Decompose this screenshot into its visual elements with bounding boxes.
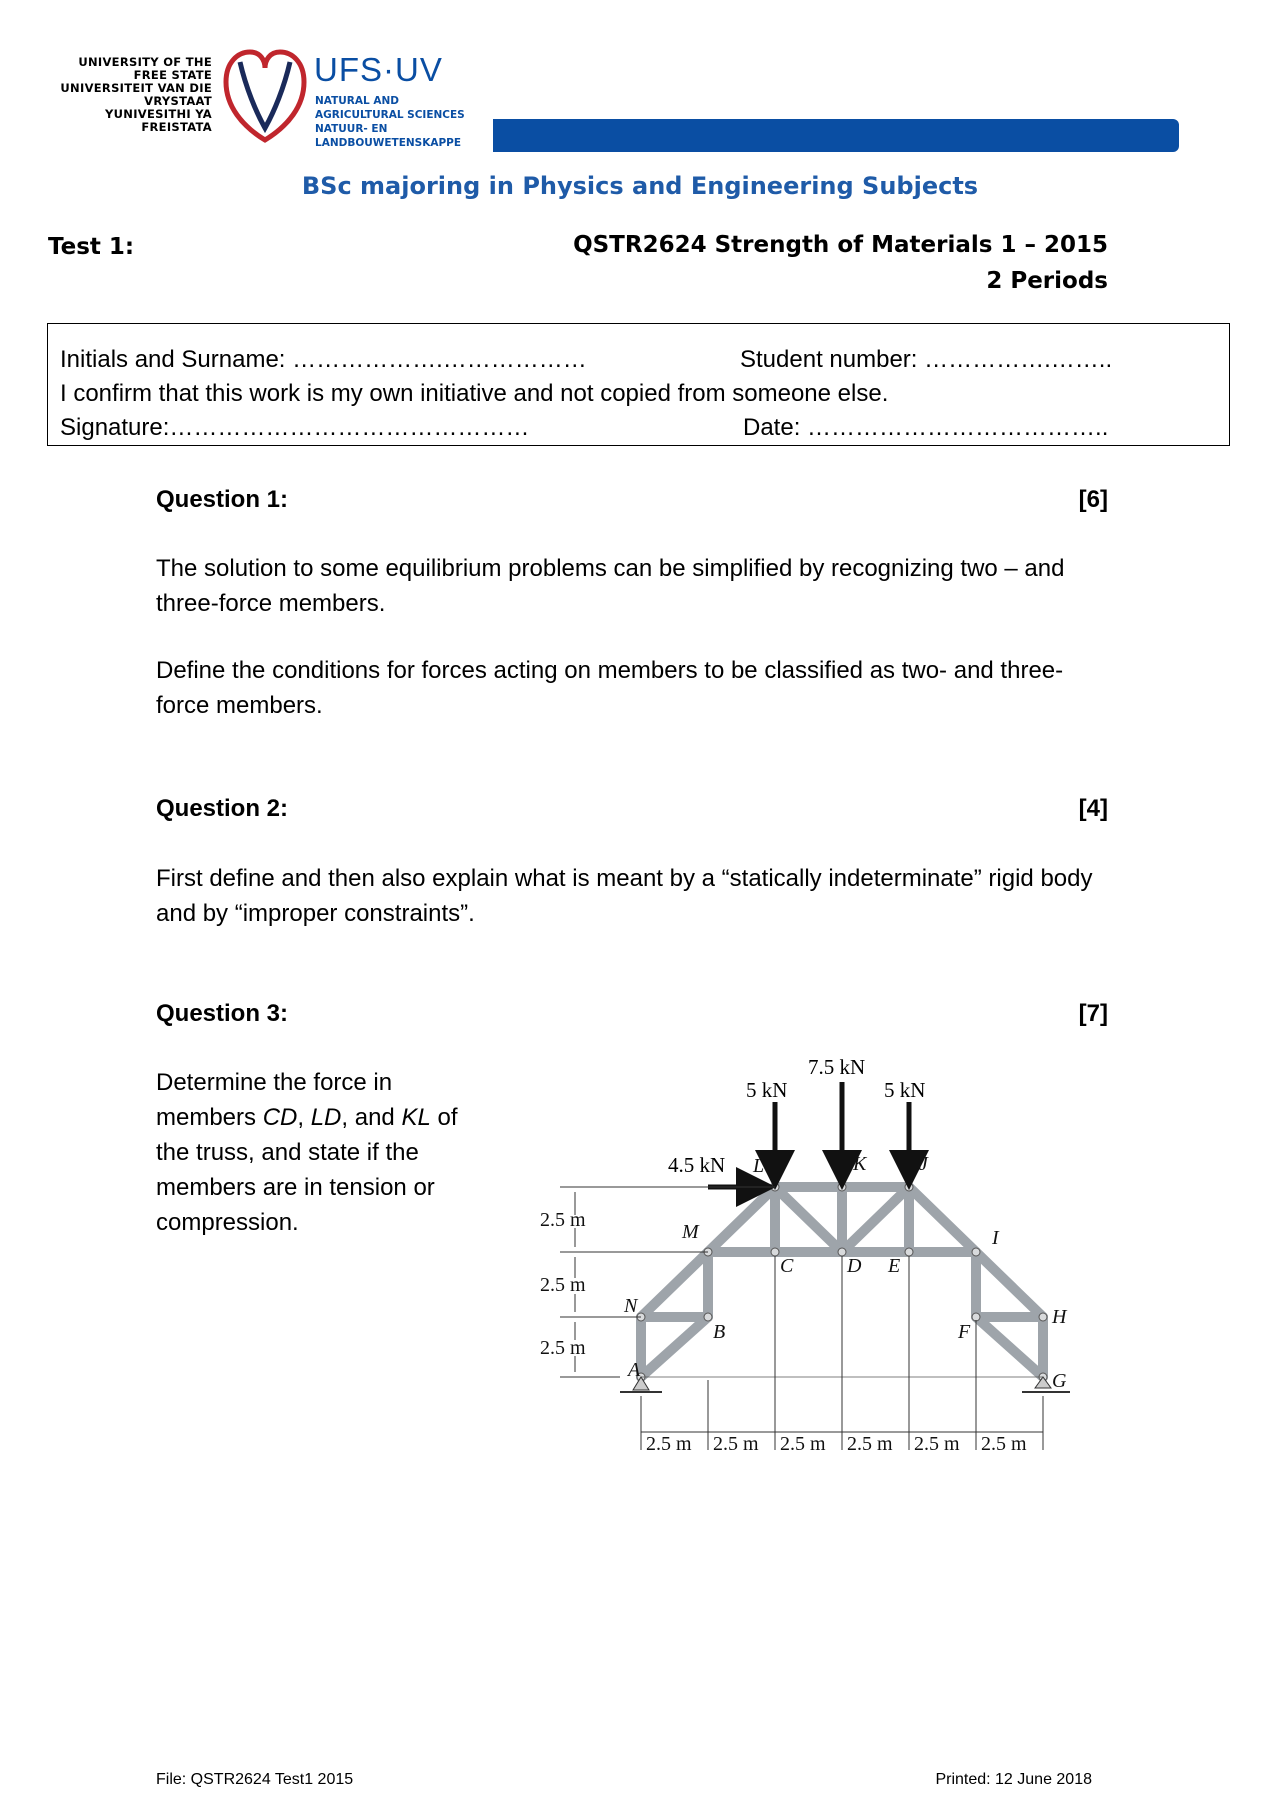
load-label-horizontal: 4.5 kN xyxy=(668,1153,726,1177)
pin-support-a-icon xyxy=(620,1377,662,1392)
q3-member-kl: KL xyxy=(401,1104,431,1131)
node-label-h: H xyxy=(1052,1306,1067,1328)
q3-text-part: Determine the force in members xyxy=(156,1069,393,1131)
question-1-title: Question 1: xyxy=(156,486,289,513)
university-line: UNIVERSITY OF THE xyxy=(78,55,212,69)
span-label: 2.5 m xyxy=(914,1433,960,1455)
node-label-m: M xyxy=(682,1221,699,1243)
confirmation-statement: I confirm that this work is my own initiative and not copied from someone else. xyxy=(60,380,889,407)
footer-printed: Printed: 12 June 2018 xyxy=(935,1771,1092,1788)
truss-figure xyxy=(540,1040,1100,1470)
load-label-l: 5 kN xyxy=(746,1078,788,1102)
span-label: 2.5 m xyxy=(646,1433,692,1455)
university-line: FREISTATA xyxy=(141,120,212,134)
node-label-b: B xyxy=(713,1321,726,1343)
question-1-paragraph: Define the conditions for forces acting on members to be classified as two- and three-force members. xyxy=(156,657,1064,719)
faculty-name-block xyxy=(315,94,465,150)
ufs-heart-logo-icon xyxy=(222,48,308,146)
span-label: 2.5 m xyxy=(780,1433,826,1455)
faculty-line: NATUUR- EN xyxy=(315,123,388,135)
height-label: 2.5 m xyxy=(540,1337,586,1359)
span-label: 2.5 m xyxy=(847,1433,893,1455)
node-label-g: G xyxy=(1052,1370,1067,1392)
date-field-line[interactable]: Date: ……………………………….. xyxy=(743,414,1109,441)
node-label-k: K xyxy=(853,1153,867,1175)
node-label-j: J xyxy=(919,1153,928,1175)
university-line: YUNIVESITHI YA xyxy=(105,107,212,121)
q3-member-ld: LD xyxy=(310,1104,342,1131)
question-3-title: Question 3: xyxy=(156,1000,289,1027)
test-label: Test 1: xyxy=(48,234,135,260)
load-label-k: 7.5 kN xyxy=(808,1055,866,1079)
node-label-a: A xyxy=(628,1359,641,1381)
student-number-field-line[interactable]: Student number: …………….…….. xyxy=(740,346,1113,373)
question-3-paragraph xyxy=(156,1065,496,1240)
q3-text-part: , xyxy=(297,1104,311,1131)
question-2-paragraph: First define and then also explain what is meant by a “statically indeterminate” rigid body and by “improper constraints”. xyxy=(156,865,1093,927)
node-label-l: L xyxy=(753,1155,765,1177)
name-field-line[interactable]: Initials and Surname: ……………….……………… xyxy=(60,346,587,373)
node-label-d: D xyxy=(847,1255,862,1277)
faculty-line: AGRICULTURAL SCIENCES xyxy=(315,109,465,121)
span-label: 2.5 m xyxy=(981,1433,1027,1455)
signature-field-line[interactable]: Signature:……………………………………… xyxy=(60,414,530,441)
university-name-block xyxy=(60,56,212,134)
height-label: 2.5 m xyxy=(540,1274,586,1296)
faculty-line: LANDBOUWETENSKAPPE xyxy=(315,137,462,149)
node-label-n: N xyxy=(624,1295,638,1317)
university-line: VRYSTAAT xyxy=(144,94,212,108)
university-line: FREE STATE xyxy=(133,68,212,82)
university-line: UNIVERSITEIT VAN DIE xyxy=(60,81,212,95)
q3-text-part: , and xyxy=(341,1104,402,1131)
load-label-j: 5 kN xyxy=(884,1078,926,1102)
question-3-marks: [7] xyxy=(1078,1000,1108,1027)
letterhead-blue-bar xyxy=(493,119,1179,152)
question-2-marks: [4] xyxy=(1078,795,1108,822)
q3-member-cd: CD xyxy=(262,1104,298,1131)
footer-file: File: QSTR2624 Test1 2015 xyxy=(156,1771,354,1788)
student-info-box xyxy=(47,323,1230,446)
ufs-brand: UFS·UV xyxy=(314,51,443,88)
q3-text-part: of the truss, and state if the members are in tension or compression. xyxy=(156,1104,458,1236)
course-title: QSTR2624 Strength of Materials 1 – 2015 xyxy=(573,232,1108,258)
periods: 2 Periods xyxy=(986,268,1108,294)
question-1-paragraph: The solution to some equilibrium problems can be simplified by recognizing two – and three-force members. xyxy=(156,555,1065,617)
node-label-e: E xyxy=(888,1255,901,1277)
node-label-c: C xyxy=(780,1255,794,1277)
question-1-marks: [6] xyxy=(1078,486,1108,513)
faculty-line: NATURAL AND xyxy=(315,95,399,107)
node-label-i: I xyxy=(992,1227,999,1249)
question-2-title: Question 2: xyxy=(156,795,289,822)
height-label: 2.5 m xyxy=(540,1209,586,1231)
span-label: 2.5 m xyxy=(713,1433,759,1455)
programme-title: BSc majoring in Physics and Engineering Subjects xyxy=(301,172,979,200)
node-label-f: F xyxy=(958,1321,971,1343)
